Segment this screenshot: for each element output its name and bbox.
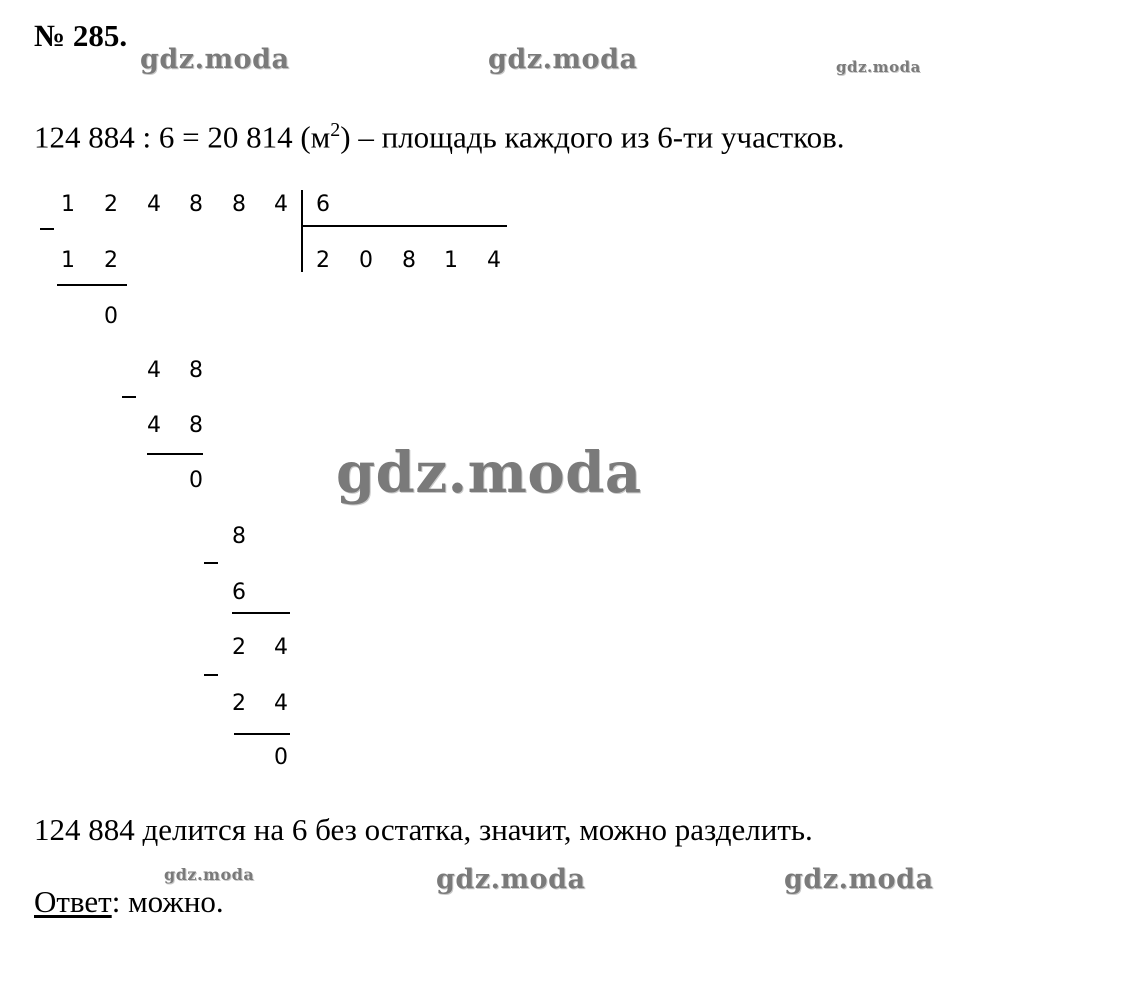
step1-subtrahend-digit: 2 xyxy=(104,248,118,273)
step4-minuend-digit: 2 xyxy=(232,635,246,660)
step4-minuend-digit: 4 xyxy=(274,635,288,660)
conclusion-text: 124 884 делится на 6 без остатка, значит, можно разделить. xyxy=(34,812,813,847)
watermark: gdz.moda xyxy=(336,440,642,506)
step4-subtrahend-digit: 4 xyxy=(274,691,288,716)
minus-sign xyxy=(204,562,218,564)
watermark: gdz.moda xyxy=(436,864,586,895)
step2-remainder: 0 xyxy=(189,468,203,493)
minus-sign xyxy=(204,674,218,676)
minus-sign xyxy=(122,396,136,398)
step4-underline xyxy=(234,733,290,735)
step2-subtrahend-digit: 4 xyxy=(147,413,161,438)
divisor: 6 xyxy=(316,192,330,217)
minus-sign xyxy=(40,228,54,230)
step4-subtrahend-digit: 2 xyxy=(232,691,246,716)
dividend-digit: 8 xyxy=(189,192,203,217)
watermark: gdz.moda xyxy=(784,864,934,895)
answer-line xyxy=(34,884,224,920)
answer-label: Ответ xyxy=(34,884,112,919)
step2-minuend-digit: 4 xyxy=(147,358,161,383)
solution-line xyxy=(34,112,845,155)
watermark: gdz.moda xyxy=(164,865,255,884)
dividend-digit: 4 xyxy=(147,192,161,217)
watermark: gdz.moda xyxy=(140,44,290,75)
quotient-digit: 4 xyxy=(487,248,501,273)
watermark: gdz.moda xyxy=(488,44,638,75)
dividend-digit: 8 xyxy=(232,192,246,217)
watermark: gdz.moda xyxy=(836,58,921,76)
solution-equation: 124 884 : 6 = 20 814 (м xyxy=(34,119,331,155)
problem-number: № 285. xyxy=(34,18,128,53)
division-bracket-vertical xyxy=(301,190,303,272)
step1-subtrahend-digit: 1 xyxy=(61,248,75,273)
dividend-digit: 1 xyxy=(61,192,75,217)
quotient-digit: 1 xyxy=(444,248,458,273)
division-bracket-horizontal xyxy=(301,225,507,227)
step2-minuend-digit: 8 xyxy=(189,358,203,383)
quotient-digit: 0 xyxy=(359,248,373,273)
dividend-digit: 4 xyxy=(274,192,288,217)
dividend-digit: 2 xyxy=(104,192,118,217)
step1-remainder: 0 xyxy=(104,304,118,329)
step3-minuend: 8 xyxy=(232,524,246,549)
step4-remainder: 0 xyxy=(274,745,288,770)
quotient-digit: 8 xyxy=(402,248,416,273)
step1-underline xyxy=(57,284,127,286)
step3-underline xyxy=(232,612,290,614)
step2-underline xyxy=(147,453,203,455)
answer-text: : можно. xyxy=(111,884,224,919)
solution-superscript: 2 xyxy=(330,119,341,141)
solution-rest: ) – площадь каждого из 6-ти участков. xyxy=(340,119,845,155)
step3-subtrahend: 6 xyxy=(232,580,246,605)
quotient-digit: 2 xyxy=(316,248,330,273)
step2-subtrahend-digit: 8 xyxy=(189,413,203,438)
